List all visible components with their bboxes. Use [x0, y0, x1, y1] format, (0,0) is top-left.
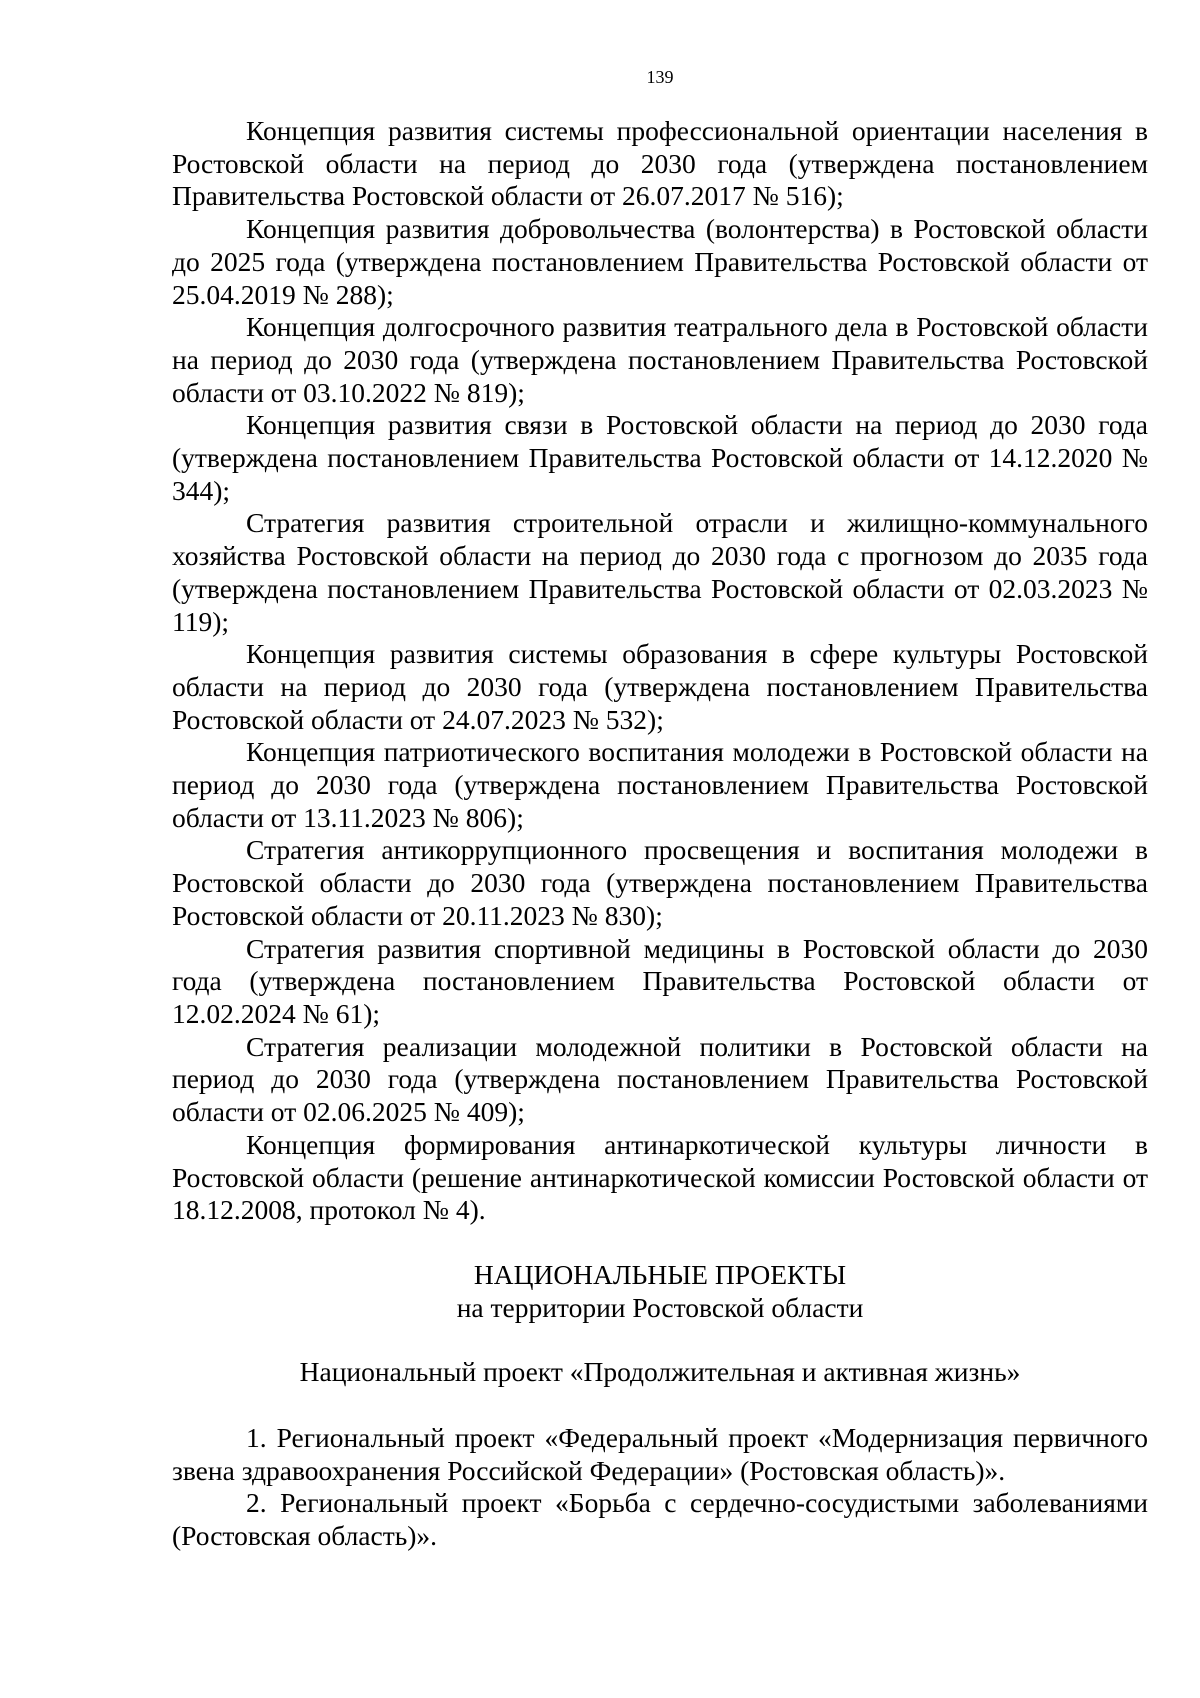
- list-item: Стратегия антикоррупционного просвещения и воспитания молодежи в Ростовской области до 2030 года (утверждена постановлением Правительства Ростовской области от 20.11.2023 № 830);: [172, 834, 1148, 931]
- project-item: 2. Региональный проект «Борьба с сердечно-сосудистыми заболеваниями (Ростовская область)».: [172, 1487, 1148, 1552]
- project-list: [172, 1422, 1148, 1553]
- list-item: Стратегия реализации молодежной политики в Ростовской области на период до 2030 года (утверждена постановлением Правительства Ростовской области от 02.06.2025 № 409);: [172, 1030, 1148, 1128]
- list-item: Концепция развития добровольчества (волонтерства) в Ростовской области до 2025 года (утверждена постановлением Правительства Ростовской области от 25.04.2019 № 288);: [172, 213, 1148, 310]
- list-item: Концепция развития связи в Ростовской области на период до 2030 года (утверждена постановлением Правительства Ростовской области от 14.12.2020 № 344);: [172, 409, 1148, 506]
- page-number: 139: [646, 67, 674, 87]
- list-item: Концепция развития системы профессиональной ориентации населения в Ростовской области на период до 2030 года (утверждена постановлением Правительства Ростовской области от 26.07.2017 № 516);: [172, 115, 1148, 212]
- project-item: 1. Региональный проект «Федеральный проект «Модернизация первичного звена здравоохранения Российской Федерации» (Ростовская область)».: [172, 1422, 1148, 1486]
- list-item: Стратегия развития строительной отрасли и жилищно-коммунального хозяйства Ростовской области на период до 2030 года с прогнозом до 2035 года (утверждена постановлением Правительства Ростовской области от 02.03.2023 № 119);: [172, 507, 1148, 637]
- section-title: НАЦИОНАЛЬНЫЕ ПРОЕКТЫ: [473, 1259, 847, 1290]
- national-project-heading: Национальный проект «Продолжительная и активная жизнь»: [299, 1356, 1021, 1387]
- list-item: Концепция развития системы образования в сфере культуры Ростовской области на период до 2030 года (утверждена постановлением Правительства Ростовской области от 24.07.2023 № 532);: [172, 638, 1148, 735]
- list-item: Концепция формирования антинаркотической культуры личности в Ростовской области (решение антинаркотической комиссии Ростовской области от 18.12.2008, протокол № 4).: [172, 1128, 1148, 1226]
- list-item: Стратегия развития спортивной медицины в Ростовской области до 2030 года (утверждена постановлением Правительства Ростовской области от 12.02.2024 № 61);: [172, 932, 1148, 1029]
- section-heading: [172, 1259, 1148, 1324]
- list-item: Концепция долгосрочного развития театрального дела в Ростовской области на период до 2030 года (утверждена постановлением Правительства Ростовской области от 03.10.2022 № 819);: [172, 311, 1148, 408]
- document-list: [172, 115, 1148, 1227]
- section-subtitle: на территории Ростовской области: [456, 1291, 864, 1323]
- list-item: Концепция патриотического воспитания молодежи в Ростовской области на период до 2030 года (утверждена постановлением Правительства Ростовской области от 13.11.2023 № 806);: [172, 736, 1148, 833]
